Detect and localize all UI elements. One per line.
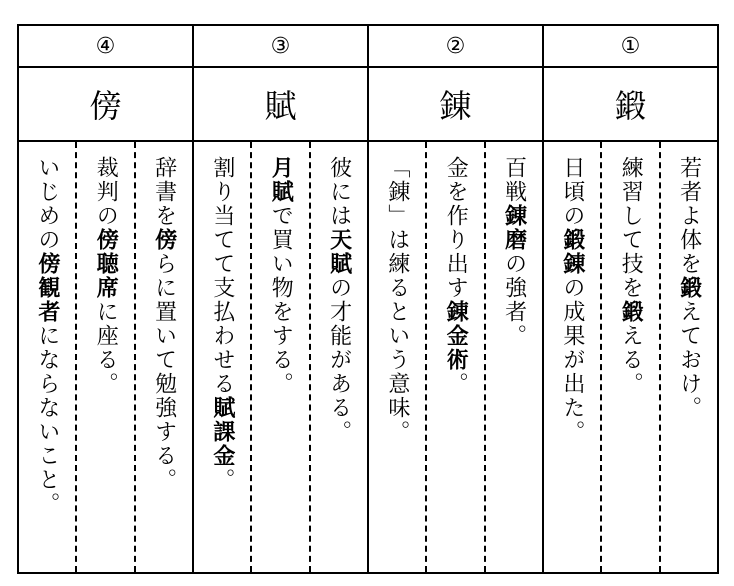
highlighted-word: 錬金術: [443, 300, 469, 372]
sentence-text: に座る。: [93, 300, 119, 396]
sentence-text: 百戦: [501, 156, 527, 204]
sentence-text: らに置いて勉強する。: [151, 252, 177, 492]
example-column: [250, 142, 308, 572]
sentence-text: える。: [618, 324, 644, 396]
example-sentence: [33, 156, 61, 572]
highlighted-word: 錬磨: [501, 204, 527, 252]
target-kanji: 鍛: [544, 68, 717, 142]
sentence-text: 割り当てて支払わせる: [209, 156, 235, 396]
target-kanji: 賦: [194, 68, 367, 142]
example-column: [659, 142, 717, 572]
example-sentence: [675, 156, 703, 572]
target-kanji: 傍: [19, 68, 192, 142]
sentence-text: 辞書を: [151, 156, 177, 228]
example-column: [369, 142, 425, 572]
sentence-text: にならないこと。: [34, 324, 60, 516]
kanji-group: [367, 26, 542, 572]
item-number: ③: [194, 26, 367, 68]
sentence-text: 若者よ体を: [676, 156, 702, 276]
highlighted-word: 傍聴席: [93, 228, 119, 300]
sentence-text: の強者。: [501, 252, 527, 348]
example-column: [425, 142, 483, 572]
sentence-text: の成果が出た。: [559, 276, 585, 444]
example-sentences: [19, 142, 192, 572]
sentence-text: の才能がある。: [326, 276, 352, 444]
sentence-text: 「錬」は練るという意味。: [384, 156, 410, 444]
kanji-group: [192, 26, 367, 572]
sentence-text: 日頃の: [559, 156, 585, 228]
example-sentence: [500, 156, 528, 572]
example-sentence: [150, 156, 178, 572]
example-column: [600, 142, 658, 572]
example-sentence: [325, 156, 353, 572]
highlighted-word: 傍観者: [34, 252, 60, 324]
example-column: [134, 142, 192, 572]
example-sentence: [558, 156, 586, 572]
kanji-group: [542, 26, 717, 572]
example-sentence: [442, 156, 470, 572]
highlighted-word: 鍛: [618, 300, 644, 324]
sentence-text: 裁判の: [93, 156, 119, 228]
example-column: [19, 142, 75, 572]
highlighted-word: 鍛錬: [559, 228, 585, 276]
example-sentence: [208, 156, 236, 572]
item-number: ④: [19, 26, 192, 68]
kanji-worksheet-table: [17, 24, 719, 574]
item-number: ①: [544, 26, 717, 68]
sentence-text: えておけ。: [676, 300, 702, 420]
sentence-text: で買い物をする。: [268, 204, 294, 396]
example-sentence: [383, 156, 411, 572]
sentence-text: 。: [209, 468, 235, 492]
highlighted-word: 傍: [151, 228, 177, 252]
item-number: ②: [369, 26, 542, 68]
highlighted-word: 鍛: [676, 276, 702, 300]
sentence-text: いじめの: [34, 156, 60, 252]
kanji-group: [19, 26, 192, 572]
example-sentence: [92, 156, 120, 572]
example-column: [194, 142, 250, 572]
example-sentences: [369, 142, 542, 572]
example-column: [75, 142, 133, 572]
highlighted-word: 賦課金: [209, 396, 235, 468]
highlighted-word: 天賦: [326, 228, 352, 276]
target-kanji: 錬: [369, 68, 542, 142]
sentence-text: 練習して技を: [618, 156, 644, 300]
example-column: [544, 142, 600, 572]
sentence-text: 彼には: [326, 156, 352, 228]
example-sentence: [267, 156, 295, 572]
example-sentence: [617, 156, 645, 572]
sentence-text: 。: [443, 372, 469, 396]
example-column: [309, 142, 367, 572]
highlighted-word: 月賦: [268, 156, 294, 204]
example-sentences: [194, 142, 367, 572]
example-sentences: [544, 142, 717, 572]
example-column: [484, 142, 542, 572]
sentence-text: 金を作り出す: [443, 156, 469, 300]
